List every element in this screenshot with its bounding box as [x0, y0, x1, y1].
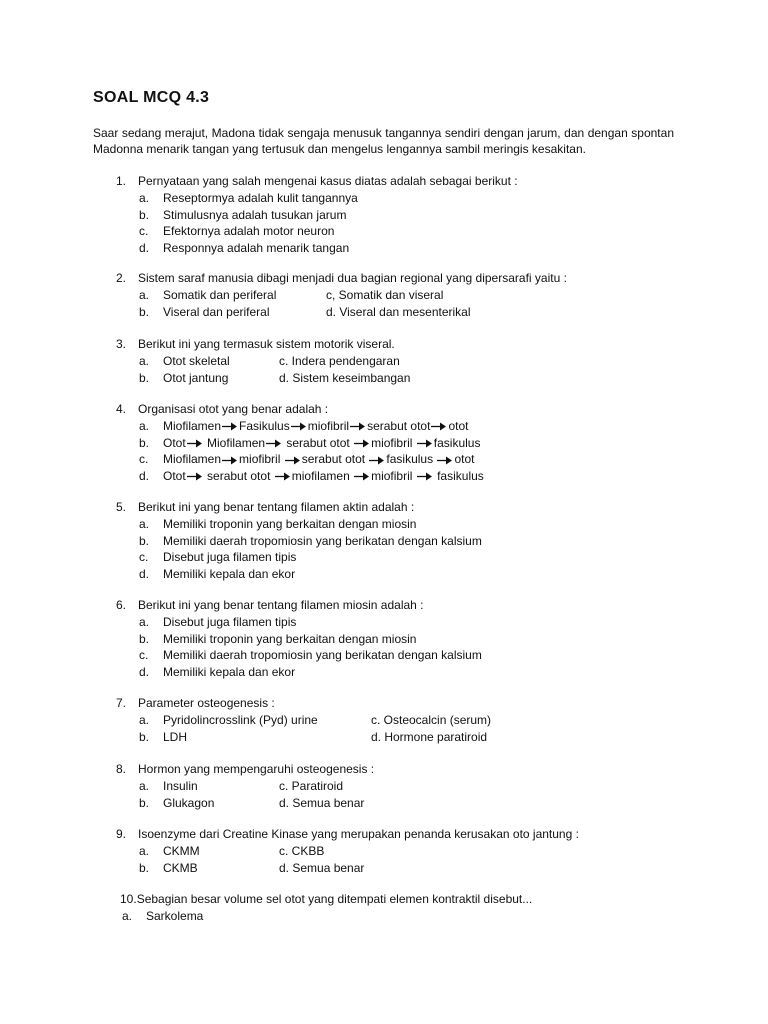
arrow-right-icon — [350, 422, 366, 431]
chain-term: Miofilamen — [203, 435, 266, 450]
arrow-right-icon — [417, 472, 433, 481]
chain-term: Miofilamen — [163, 419, 222, 433]
question-number: 7. — [116, 696, 127, 710]
option-b — [139, 436, 484, 453]
option-d — [139, 469, 484, 486]
option-row-1: a. Otot skeletal c. Indera pendengaran — [139, 354, 400, 368]
arrow-right-icon — [431, 422, 447, 431]
option-letter: c. — [139, 452, 149, 467]
question-text: Berikut ini yang termasuk sistem motorik viseral. — [138, 337, 395, 351]
question-text: Parameter osteogenesis : — [138, 696, 275, 710]
question-text: Hormon yang mempengaruhi osteogenesis : — [138, 762, 375, 776]
option-a: a. Reseptormya adalah kulit tangannya — [139, 191, 358, 205]
chain-term: miofibril — [371, 468, 416, 483]
arrow-right-icon — [266, 439, 282, 448]
chain-term: Fasikulus — [239, 419, 290, 433]
question-number: 3. — [116, 337, 127, 351]
option-a: a. Disebut juga filamen tipis — [139, 615, 297, 629]
question-number: 8. — [116, 762, 127, 776]
chain-term: otot — [448, 419, 469, 433]
question-7 — [116, 696, 491, 746]
option-a: a. Sarkolema — [122, 909, 204, 923]
question-text: Sebagian besar volume sel otot yang ditempati elemen kontraktil disebut... — [136, 892, 533, 906]
question-number: 2. — [116, 271, 127, 285]
question-text: Berikut ini yang benar tentang filamen miosin adalah : — [138, 598, 424, 612]
arrow-right-icon — [285, 456, 301, 465]
chain-term: miofibril — [239, 452, 284, 467]
question-6 — [116, 598, 482, 681]
option-a — [139, 419, 484, 436]
chain-term: otot — [454, 452, 475, 467]
question-number: 4. — [116, 402, 127, 416]
chain-term: serabut otot — [283, 435, 354, 450]
arrow-right-icon — [437, 456, 453, 465]
arrow-right-icon — [354, 439, 370, 448]
option-c: c. Memiliki daerah tropomiosin yang berikatan dengan kalsium — [139, 648, 482, 663]
option-row-2: b. Otot jantung d. Sistem keseimbangan — [139, 370, 411, 385]
arrow-right-icon — [291, 422, 307, 431]
question-text: Sistem saraf manusia dibagi menjadi dua bagian regional yang dipersarafi yaitu : — [138, 271, 567, 285]
question-3 — [116, 337, 410, 387]
option-c — [139, 452, 484, 469]
question-text: Isoenzyme dari Creatine Kinase yang merupakan penanda kerusakan oto jantung : — [138, 827, 579, 841]
arrow-right-icon — [187, 472, 203, 481]
option-row-2: b. LDH d. Hormone paratiroid — [139, 729, 488, 744]
question-2 — [116, 271, 567, 321]
intro-paragraph: Saar sedang merajut, Madona tidak sengaja menusuk tangannya sendiri dengan jarum, dan dengan spontan Madonna menarik tangan yang tertusuk dan mengelus lengannya sambil meringis kesakitan. — [93, 126, 674, 156]
option-row-2: b. Glukagon d. Semua benar — [139, 795, 365, 810]
chain-term: miofilamen — [291, 468, 354, 483]
chain-term: Otot — [163, 468, 186, 483]
arrow-right-icon — [222, 456, 238, 465]
question-10 — [120, 892, 532, 926]
question-5 — [116, 500, 482, 583]
option-c: c. Disebut juga filamen tipis — [139, 550, 297, 565]
chain-term: serabut otot — [367, 419, 431, 433]
option-row-1: a. CKMM c. CKBB — [139, 844, 325, 858]
chain-term: Otot — [163, 435, 186, 450]
arrow-right-icon — [275, 472, 291, 481]
option-b: b. Memiliki troponin yang berkaitan dengan miosin — [139, 631, 417, 646]
question-text: Berikut ini yang benar tentang filamen aktin adalah : — [138, 500, 415, 514]
question-number: 1. — [116, 174, 127, 188]
question-4 — [116, 402, 484, 485]
question-number: 5. — [116, 500, 127, 514]
option-d: d. Memiliki kepala dan ekor — [139, 664, 296, 679]
arrow-right-icon — [369, 456, 385, 465]
option-row-2: b. CKMB d. Semua benar — [139, 860, 365, 875]
option-row-1: a. Pyridolincrosslink (Pyd) urine c. Osteocalcin (serum) — [139, 713, 492, 727]
question-9 — [116, 827, 579, 877]
arrow-right-icon — [222, 422, 238, 431]
chain-term: fasikulus — [386, 452, 437, 467]
page-title: SOAL MCQ 4.3 — [93, 89, 210, 106]
option-row-1: a. Insulin c. Paratiroid — [139, 779, 344, 793]
option-row-1: a. Somatik dan periferal c, Somatik dan viseral — [139, 288, 444, 302]
chain-term: serabut otot — [301, 452, 369, 467]
option-row-2: b. Viseral dan periferal d. Viseral dan mesenterikal — [139, 304, 471, 319]
question-number: 6. — [116, 598, 127, 612]
question-8 — [116, 762, 374, 812]
option-c: c. Efektornya adalah motor neuron — [139, 224, 335, 239]
chain-term: miofibril — [307, 419, 350, 433]
chain-term: fasikulus — [433, 468, 484, 483]
arrow-right-icon — [354, 472, 370, 481]
option-d: d. Responnya adalah menarik tangan — [139, 240, 350, 255]
option-letter: b. — [139, 435, 150, 450]
option-letter: d. — [139, 468, 150, 483]
chain-term: fasikulus — [433, 435, 481, 450]
question-number: 9. — [116, 827, 127, 841]
question-number: 10. — [120, 892, 137, 906]
option-b: b. Stimulusnya adalah tusukan jarum — [139, 207, 347, 222]
chain-term: miofibril — [371, 435, 416, 450]
option-b: b. Memiliki daerah tropomiosin yang berikatan dengan kalsium — [139, 533, 482, 548]
option-letter: a. — [139, 419, 150, 433]
arrow-right-icon — [417, 439, 433, 448]
question-1 — [116, 174, 518, 257]
arrow-right-icon — [187, 439, 203, 448]
question-text: Organisasi otot yang benar adalah : — [138, 402, 329, 416]
chain-term: Miofilamen — [163, 452, 222, 467]
option-a: a. Memiliki troponin yang berkaitan dengan miosin — [139, 517, 417, 531]
chain-term: serabut otot — [203, 468, 274, 483]
question-text: Pernyataan yang salah mengenai kasus diatas adalah sebagai berikut : — [138, 174, 518, 188]
option-d: d. Memiliki kepala dan ekor — [139, 566, 296, 581]
